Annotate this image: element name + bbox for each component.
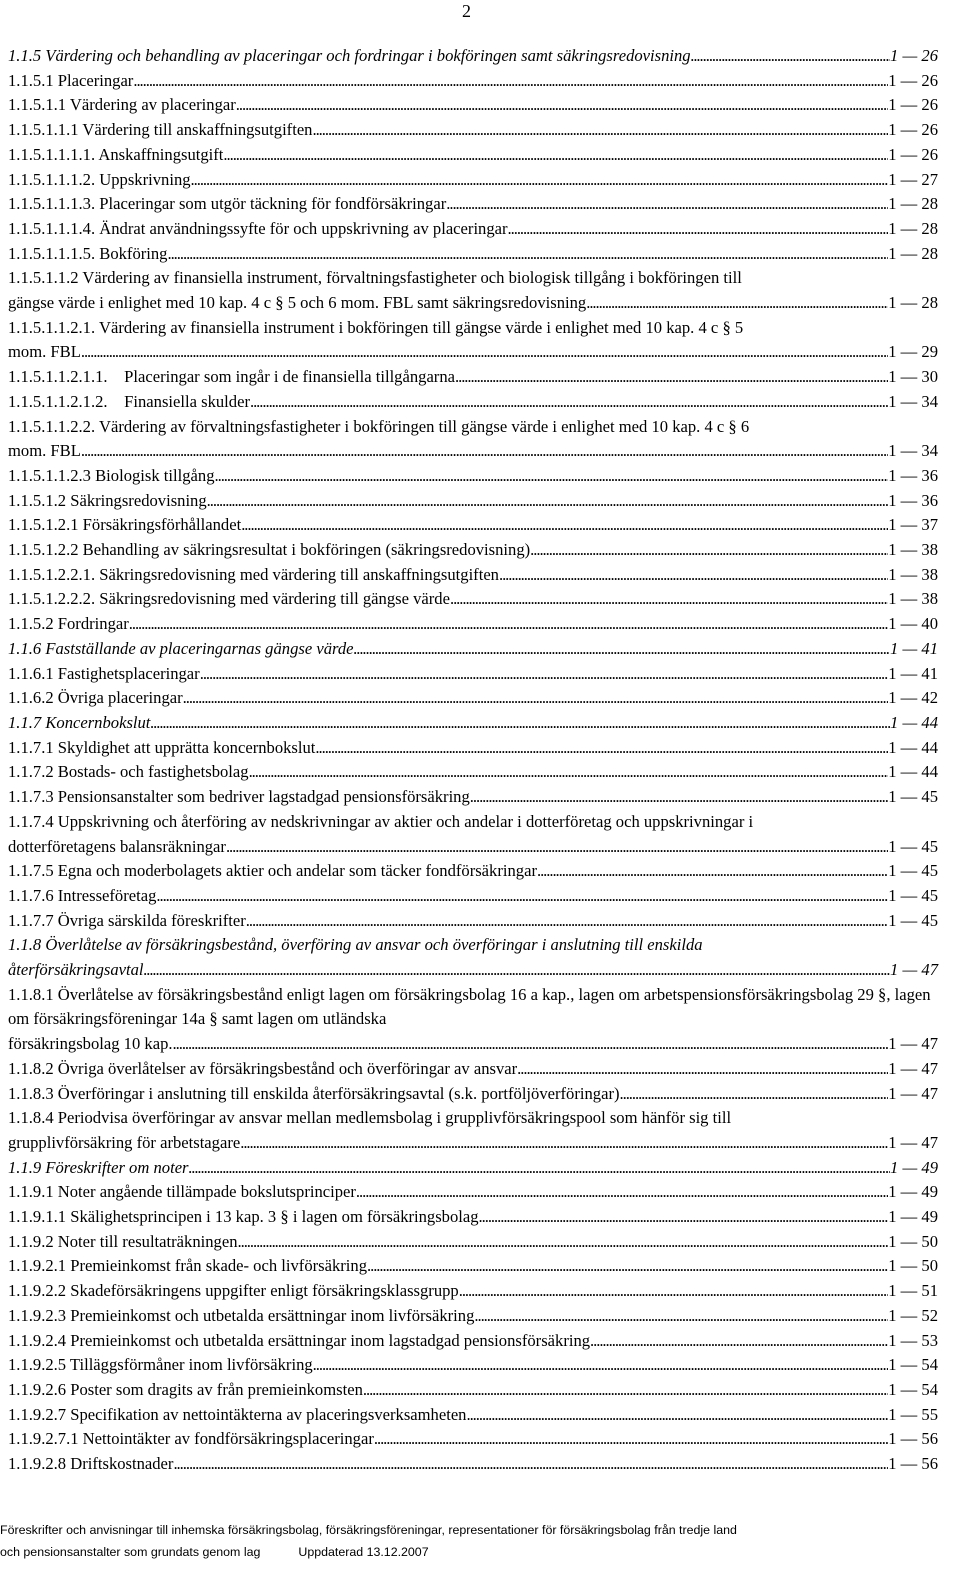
toc-entry[interactable] (8, 69, 938, 94)
footer-updated: Uppdaterad 13.12.2007 (298, 1545, 429, 1559)
toc-entry-title: 1.1.5.1.1.1.2. Uppskrivning (8, 169, 191, 189)
dot-leader (129, 612, 888, 637)
toc-entry-page: 1 — 50 (888, 1231, 938, 1251)
toc-entry[interactable] (8, 316, 938, 365)
toc-entry[interactable] (8, 884, 938, 909)
toc-entry[interactable] (8, 1427, 938, 1452)
dot-leader (144, 958, 891, 983)
dot-leader (150, 711, 890, 736)
toc-entry-title: 1.1.5.1.1.1 Värdering till anskaffningsutgiften (8, 120, 313, 140)
toc-entry[interactable] (8, 1106, 938, 1155)
toc-entry-title: 1.1.5.1.1 Värdering av placeringar (8, 95, 236, 115)
toc-entry-title: 1.1.5.1.1.1.3. Placeringar som utgör täckning för fondförsäkringar (8, 194, 447, 214)
toc-entry[interactable] (8, 933, 938, 982)
dot-leader (173, 1452, 888, 1477)
dot-leader (356, 1180, 888, 1205)
toc-entry-title: 1.1.9.2.4 Premieinkomst och utbetalda ersättningar inom lagstadgad pensionsförsäkring (8, 1330, 591, 1350)
dot-leader (215, 464, 889, 489)
toc-entry-title: 1.1.7.4 Uppskrivning och återföring av nedskrivningar av aktier och andelar i dotterföretag och uppskrivningar i (8, 811, 754, 831)
dot-leader (207, 489, 889, 514)
toc-entry[interactable] (8, 538, 938, 563)
toc-entry-title: 1.1.9.1 Noter angående tillämpade bokslutsprinciper (8, 1182, 356, 1202)
dot-leader (133, 69, 888, 94)
toc-entry-page: 1 — 53 (888, 1330, 938, 1350)
toc-entry[interactable] (8, 168, 938, 193)
toc-entry-page: 1 — 36 (888, 490, 938, 510)
toc-entry[interactable] (8, 93, 938, 118)
toc-entry-title: 1.1.9 Föreskrifter om noter (8, 1157, 189, 1177)
toc-entry[interactable] (8, 1254, 938, 1279)
toc-entry-title: 1.1.7.6 Intresseföretag (8, 885, 157, 905)
toc-entry-title: 1.1.8.2 Övriga överlåtelser av försäkringsbestånd och överföringar av ansvar (8, 1058, 518, 1078)
toc-entry-title-continued: dotterföretagens balansräkningar (8, 836, 226, 856)
toc-entry-title: 1.1.5.1.1.2.1.2. Finansiella skulder (8, 391, 250, 411)
toc-entry[interactable] (8, 1378, 938, 1403)
dot-leader (246, 909, 888, 934)
toc-entry-page: 1 — 40 (888, 614, 938, 634)
dot-leader (479, 1205, 889, 1230)
toc-entry-page: 1 — 54 (888, 1355, 938, 1375)
toc-entry-title: 1.1.5.1.2.2 Behandling av säkringsresultat i bokföringen (säkringsredovisning) (8, 540, 531, 560)
toc-entry[interactable] (8, 909, 938, 934)
toc-entry-page: 1 — 34 (888, 441, 938, 461)
dot-leader (586, 291, 888, 316)
toc-entry-title: 1.1.5.1.1.2.2. Värdering av förvaltningsfastigheter i bokföringen till gängse värde i enlighet med 10 kap. 4 c § 6 (8, 416, 750, 436)
toc-entry-page: 1 — 26 (888, 95, 938, 115)
toc-entry-page: 1 — 26 (888, 70, 938, 90)
dot-leader (450, 587, 888, 612)
toc-entry-title: 1.1.9.2.6 Poster som dragits av från premieinkomsten (8, 1379, 363, 1399)
toc-entry-title: 1.1.7.3 Pensionsanstalter som bedriver lagstadgad pensionsförsäkring (8, 787, 470, 807)
toc-entry-title: 1.1.6.2 Övriga placeringar (8, 688, 183, 708)
toc-entry[interactable] (8, 1353, 938, 1378)
toc-entry-title: 1.1.5.1.1.2 Värdering av finansiella instrument, förvaltningsfastigheter och biologisk tillgång i bokföringen till (8, 268, 742, 288)
toc-entry-title: 1.1.5.1.2.2.1. Säkringsredovisning med värdering till anskaffningsutgiften (8, 564, 499, 584)
toc-entry[interactable] (8, 711, 938, 736)
toc-entry[interactable] (8, 44, 938, 69)
dot-leader (249, 760, 889, 785)
page-footer (0, 1519, 940, 1563)
dot-leader (191, 168, 889, 193)
toc-entry-page: 1 — 29 (888, 342, 938, 362)
toc-entry[interactable] (8, 1403, 938, 1428)
dot-leader (200, 662, 889, 687)
toc-entry[interactable] (8, 1329, 938, 1354)
toc-entry[interactable] (8, 859, 938, 884)
dot-leader (236, 93, 888, 118)
toc-entry-title-continued: gängse värde i enlighet med 10 kap. 4 c § 5 och 6 mom. FBL samt säkringsredovisning (8, 293, 587, 313)
toc-entry[interactable] (8, 513, 938, 538)
toc-entry[interactable] (8, 1452, 938, 1477)
toc-entry-page: 1 — 26 (890, 46, 938, 65)
toc-entry-title: 1.1.9.2.2 Skadeförsäkringens uppgifter enligt försäkringsklassgrupp (8, 1281, 459, 1301)
dot-leader (466, 1403, 888, 1428)
toc-entry-title: 1.1.5.1.1.2.1.1. Placeringar som ingår i de finansiella tillgångarna (8, 367, 455, 387)
toc-entry-title: 1.1.9.2.7 Specifikation av nettointäkterna av placeringsverksamheten (8, 1404, 467, 1424)
toc-entry-page: 1 — 37 (888, 515, 938, 535)
dot-leader (240, 1131, 888, 1156)
toc-entry-title-continued: försäkringsbolag 10 kap. (8, 1034, 173, 1054)
dot-leader (537, 859, 888, 884)
toc-entry[interactable] (8, 612, 938, 637)
toc-entry-page: 1 — 45 (888, 910, 938, 930)
toc-entry-page: 1 — 45 (888, 836, 938, 856)
dot-leader (508, 217, 889, 242)
toc-entry-title: 1.1.5.1.1.1.4. Ändrat användningssyfte för och uppskrivning av placeringar (8, 218, 508, 238)
toc-entry-title: 1.1.9.2.1 Premieinkomst från skade- och livförsäkring (8, 1256, 367, 1276)
toc-entry-title: 1.1.8.4 Periodvisa överföringar av ansvar mellan medlemsbolag i grupplivförsäkringspool som hänför sig till (8, 1108, 732, 1128)
toc-entry-title: 1.1.8.3 Överföringar i anslutning till enskilda återförsäkringsavtal (s.k. portföljöverföringar) (8, 1083, 620, 1103)
toc-entry-page: 1 — 49 (890, 1157, 938, 1177)
toc-entry-page: 1 — 34 (888, 391, 938, 411)
toc-entry-page: 1 — 41 (890, 638, 938, 658)
toc-entry[interactable] (8, 217, 938, 242)
toc-entry-page: 1 — 26 (888, 144, 938, 164)
toc-entry-title: 1.1.5 Värdering och behandling av placeringar och fordringar i bokföringen samt säkringsredovisning (8, 46, 691, 65)
toc-entry-title: 1.1.7 Koncernbokslut (8, 712, 151, 732)
toc-entry[interactable] (8, 1304, 938, 1329)
toc-entry[interactable] (8, 365, 938, 390)
toc-entry[interactable] (8, 983, 938, 1057)
toc-entry-title-continued: mom. FBL (8, 441, 81, 461)
toc-entry[interactable] (8, 810, 938, 859)
toc-entry-title: 1.1.8.1 Överlåtelse av försäkringsbestånd enligt lagen om försäkringsbolag 16 a kap., lagen om arbetspensionsförsäkringsbolag 29 §, lagen om försäkringsföreningar 14a § samt lagen om utländska (8, 984, 931, 1029)
dot-leader (354, 637, 891, 662)
toc-entry[interactable] (8, 143, 938, 168)
toc-entry-title: 1.1.7.2 Bostads- och fastighetsbolag (8, 762, 249, 782)
toc-entry-page: 1 — 44 (890, 712, 938, 732)
toc-entry-page: 1 — 51 (888, 1281, 938, 1301)
dot-leader (374, 1427, 888, 1452)
dot-leader (81, 340, 888, 365)
toc-entry-page: 1 — 38 (888, 564, 938, 584)
toc-entry[interactable] (8, 118, 938, 143)
toc-entry-page: 1 — 27 (888, 169, 938, 189)
dot-leader (173, 1032, 889, 1057)
dot-leader (590, 1329, 888, 1354)
toc-entry[interactable] (8, 266, 938, 315)
toc-entry-title: 1.1.9.1.1 Skälighetsprincipen i 13 kap. 3 § i lagen om försäkringsbolag (8, 1207, 479, 1227)
toc-entry-page: 1 — 28 (888, 293, 938, 313)
toc-entry[interactable] (8, 1057, 938, 1082)
toc-entry[interactable] (8, 1205, 938, 1230)
toc-entry[interactable] (8, 563, 938, 588)
toc-entry-page: 1 — 42 (888, 688, 938, 708)
dot-leader (517, 1057, 888, 1082)
footer-line-2 (0, 1541, 940, 1563)
toc-entry[interactable] (8, 415, 938, 464)
dot-leader (81, 439, 888, 464)
toc-entry-page: 1 — 45 (888, 861, 938, 881)
toc-entry-page: 1 — 47 (888, 1034, 938, 1054)
toc-entry[interactable] (8, 464, 938, 489)
toc-entry-page: 1 — 47 (888, 1132, 938, 1152)
dot-leader (315, 736, 888, 761)
toc-entry[interactable] (8, 1279, 938, 1304)
dot-leader (446, 192, 888, 217)
toc-entry-title: 1.1.9.2.5 Tilläggsförmåner inom livförsäkring (8, 1355, 313, 1375)
toc-entry[interactable] (8, 192, 938, 217)
toc-entry-title: 1.1.5.1 Placeringar (8, 70, 134, 90)
toc-entry-page: 1 — 55 (888, 1404, 938, 1424)
toc-entry-page: 1 — 28 (888, 194, 938, 214)
toc-entry-title: 1.1.7.1 Skyldighet att upprätta koncernbokslut (8, 737, 316, 757)
dot-leader (691, 44, 890, 69)
toc-entry[interactable] (8, 1180, 938, 1205)
dot-leader (530, 538, 888, 563)
toc-entry-page: 1 — 47 (888, 1058, 938, 1078)
toc-entry-page: 1 — 38 (888, 589, 938, 609)
toc-entry[interactable] (8, 242, 938, 267)
toc-entry-page: 1 — 47 (888, 1083, 938, 1103)
toc-entry-page: 1 — 56 (888, 1454, 938, 1474)
dot-leader (189, 1156, 891, 1181)
toc-entry-title: 1.1.8 Överlåtelse av försäkringsbestånd, överföring av ansvar och överföringar i anslutning till enskilda (8, 935, 703, 955)
toc-entry-title-continued: grupplivförsäkring för arbetstagare (8, 1132, 241, 1152)
toc-entry[interactable] (8, 760, 938, 785)
dot-leader (238, 1230, 889, 1255)
toc-entry-page: 1 — 41 (888, 663, 938, 683)
toc-entry-page: 1 — 50 (888, 1256, 938, 1276)
toc-entry-title: 1.1.9.2.3 Premieinkomst och utbetalda ersättningar inom livförsäkring (8, 1305, 475, 1325)
toc-entry-page: 1 — 45 (888, 885, 938, 905)
toc-entry-page: 1 — 49 (888, 1207, 938, 1227)
toc-entry-page: 1 — 26 (888, 120, 938, 140)
toc-entry-title: 1.1.5.2 Fordringar (8, 614, 129, 634)
toc-entry-page: 1 — 38 (888, 540, 938, 560)
toc-entry-page: 1 — 52 (888, 1305, 938, 1325)
toc-entry-title: 1.1.7.7 Övriga särskilda föreskrifter (8, 910, 246, 930)
dot-leader (363, 1378, 888, 1403)
toc-entry-title: 1.1.5.1.2 Säkringsredovisning (8, 490, 207, 510)
dot-leader (459, 1279, 889, 1304)
toc-entry-title: 1.1.7.5 Egna och moderbolagets aktier och andelar som täcker fondförsäkringar (8, 861, 537, 881)
toc-entry-page: 1 — 54 (888, 1379, 938, 1399)
dot-leader (499, 563, 888, 588)
toc-entry-page: 1 — 44 (888, 762, 938, 782)
toc-entry-title: 1.1.5.1.1.2.1. Värdering av finansiella instrument i bokföringen till gängse värde i enlighet med 10 kap. 4 c § 5 (8, 317, 744, 337)
toc-entry-page: 1 — 36 (888, 465, 938, 485)
toc-entry-title: 1.1.5.1.2.2.2. Säkringsredovisning med värdering till gängse värde (8, 589, 450, 609)
footer-line-1: Föreskrifter och anvisningar till inhemska försäkringsbolag, försäkringsföreningar, representationer för försäkringsbolag från tredje land (0, 1523, 737, 1537)
toc-entry-title: 1.1.6 Fastställande av placeringarnas gängse värde (8, 638, 354, 658)
dot-leader (313, 1353, 889, 1378)
table-of-contents (8, 44, 938, 1477)
toc-entry-page: 1 — 30 (888, 367, 938, 387)
toc-entry-title: 1.1.5.1.1.1.5. Bokföring (8, 243, 168, 263)
toc-entry[interactable] (8, 686, 938, 711)
toc-entry-page: 1 — 47 (890, 960, 938, 980)
toc-entry-title: 1.1.9.2 Noter till resultaträkningen (8, 1231, 238, 1251)
toc-entry[interactable] (8, 637, 938, 662)
toc-entry[interactable] (8, 785, 938, 810)
toc-entry-title: 1.1.5.1.1.1.1. Anskaffningsutgift (8, 144, 224, 164)
dot-leader (250, 390, 888, 415)
toc-entry[interactable] (8, 662, 938, 687)
dot-leader (241, 513, 888, 538)
toc-entry-title: 1.1.5.1.1.2.3 Biologisk tillgång (8, 465, 215, 485)
dot-leader (223, 143, 888, 168)
toc-entry-page: 1 — 45 (888, 787, 938, 807)
toc-entry-title-continued: mom. FBL (8, 342, 81, 362)
toc-entry-title: 1.1.5.1.2.1 Försäkringsförhållandet (8, 515, 242, 535)
toc-entry-page: 1 — 56 (888, 1429, 938, 1449)
dot-leader (183, 686, 889, 711)
toc-entry[interactable] (8, 587, 938, 612)
toc-entry-page: 1 — 28 (888, 218, 938, 238)
toc-entry-page: 1 — 28 (888, 243, 938, 263)
dot-leader (367, 1254, 888, 1279)
toc-entry-title: 1.1.6.1 Fastighetsplaceringar (8, 663, 200, 683)
dot-leader (455, 365, 888, 390)
toc-entry[interactable] (8, 1082, 938, 1107)
dot-leader (474, 1304, 888, 1329)
toc-entry-page: 1 — 49 (888, 1182, 938, 1202)
toc-entry[interactable] (8, 1230, 938, 1255)
dot-leader (167, 242, 888, 267)
dot-leader (226, 835, 888, 860)
toc-entry[interactable] (8, 736, 938, 761)
dot-leader (620, 1082, 889, 1107)
toc-entry[interactable] (8, 390, 938, 415)
toc-entry[interactable] (8, 489, 938, 514)
dot-leader (156, 884, 888, 909)
dot-leader (470, 785, 888, 810)
toc-entry-title: 1.1.9.2.8 Driftskostnader (8, 1454, 174, 1474)
toc-entry-title-continued: återförsäkringsavtal (8, 960, 144, 980)
dot-leader (312, 118, 888, 143)
page-number: 2 (462, 1, 471, 21)
toc-entry[interactable] (8, 1156, 938, 1181)
toc-entry-page: 1 — 44 (888, 737, 938, 757)
toc-entry-title: 1.1.9.2.7.1 Nettointäkter av fondförsäkringsplaceringar (8, 1429, 374, 1449)
footer-line-2-text: och pensionsanstalter som grundats genom lag (0, 1545, 261, 1559)
